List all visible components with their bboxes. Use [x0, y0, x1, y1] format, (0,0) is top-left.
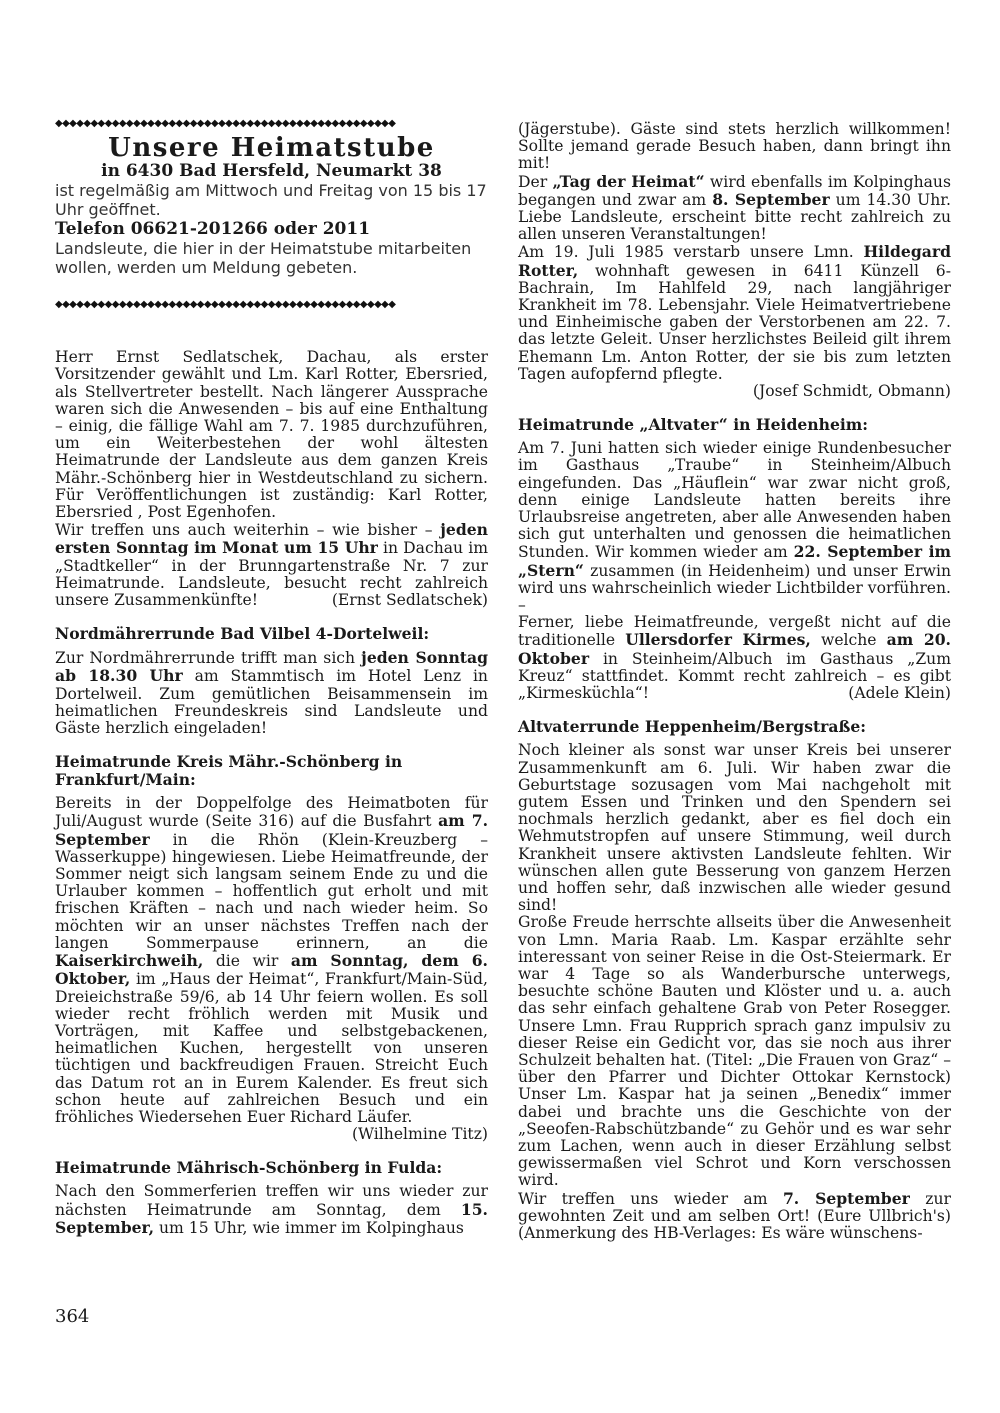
right-column — [518, 121, 951, 1242]
heimatstube-box — [55, 118, 488, 311]
section-heading: Heimatrunde Mährisch-Schönberg in Fulda: — [55, 1158, 443, 1178]
text-span: Am 19. Juli 1985 verstarb unsere Lmn. — [518, 243, 854, 262]
paragraph — [518, 173, 951, 244]
text-span: am Stammtisch im Hotel Lenz in Dortelweil. Zum gemütlichen Beisammensein im heimatlichen Freundeskreis sind Landsleute und Gäste herzlich eingeladen! — [55, 667, 488, 738]
text-span: Am 7. Juni hatten sich wieder einige Rundenbesucher im Gasthaus „Traube“ in Steinheim/Albuch eingefunden. Das „Häuflein“ war zwar nicht groß, denn einige Landsleute hatten bereits ihre Urlaubsreise angetreten, aber alle Anwesenden haben sich gut unterhalten und genossen die heimatlichen Stunden. Wir kommen wieder am — [518, 439, 951, 562]
page-number: 364 — [55, 1306, 90, 1327]
bold-span: „Tag der Heimat“ — [552, 171, 705, 191]
paragraph: Herr Ernst Sedlatschek, Dachau, als erster Vorsitzender gewählt und Lm. Karl Rotter, Ebersried, als Stellvertreter bestellt. Nach längerer Aussprache waren sich die Anwesenden – bis auf eine Enthaltung – einig, die fällige Wahl am 7. 7. 1985 durchzuführen, um ein Weiterbestehen der wohl ältesten Heimatrunde der Landsleute aus dem ganzen Kreis Mähr.-Schönberg hier in Westdeutschland zu sichern. Für Veröffentlichungen ist zuständig: Karl Rotter, Ebersried , Post Egenhofen. — [55, 348, 488, 522]
text-span: in Steinheim/Albuch im Gasthaus „Zum Kreuz“ stattfindet. Kommt recht zahlreich – es gibt „Kirmesküchla“! — [518, 649, 951, 703]
text-span: wohnhaft gewesen in 6411 Künzell 6-Bachrain, Im Hahlfeld 29, nach langjähriger Krankheit im 78. Lebensjahr. Viele Heimatvertriebene und Einheimische gaben der Verstorbenen am 22. 7. das letzte Geleit. Unser herzlichstes Beileid gilt ihrem Ehemann Lm. Anton Rotter, der sie bis zum letzten Tagen aufopfernd pflegte. — [518, 261, 951, 383]
bold-span: am 7. September — [55, 811, 488, 849]
bold-span: 22. September im „Stern“ — [518, 542, 951, 580]
bold-span: Hildegard Rotter, — [518, 242, 951, 280]
text-span: in die Rhön (Klein-Kreuzberg – Wasserkuppe) hingewiesen. Liebe Heimatfreunde, der Sommer neigt sich langsam seinem Ende zu und die Urlauber kommen – hoffentlich gut erholt und mit frischen Kräften – nach und nach wieder heim. So möchten wir an unser nächstes Treffen nach der langen Sommerpause erinnern, an die — [55, 830, 488, 952]
paragraph — [518, 440, 951, 614]
text-span: Wir treffen uns auch weiterhin – wie bisher – — [55, 521, 433, 540]
section-heading: Nordmährerrunde Bad Vilbel 4-Dortelweil: — [55, 624, 430, 644]
text-span: Bereits in der Doppelfolge des Heimatboten für Juli/August wurde (Seite 316) auf die Busfahrt — [55, 794, 488, 831]
box-phone: Telefon 06621-201266 oder 2011 — [55, 219, 371, 240]
text-span: welche — [820, 631, 877, 650]
text-span: um 14.30 Uhr. Liebe Landsleute, erscheint bitte recht zahlreich zu allen unseren Veranstaltungen! — [518, 190, 951, 244]
bold-span: Ullersdorfer Kirmes, — [625, 630, 811, 650]
paragraph — [55, 1183, 488, 1237]
text-span: in Dachau im „Stadtkeller“ in der Brunngartenstraße Nr. 7 zur Heimatrunde. Landsleute, besucht recht zahlreich unsere Zusammenkünfte! — [55, 539, 488, 610]
signature: (Ernst Sedlatschek) — [331, 591, 488, 610]
text-span: Zur Nordmährerrunde trifft man sich — [55, 649, 356, 668]
box-opening-hours: ist regelmäßig am Mittwoch und Freitag von 15 bis 17 Uhr geöffnet. — [55, 181, 487, 220]
signature: (Josef Schmidt, Obmann) — [752, 382, 951, 401]
section-heading: Heimatrunde Kreis Mähr.-Schönberg in Frankfurt/Main: — [55, 752, 403, 790]
box-title: Unsere Heimatstube — [108, 133, 435, 163]
paragraph — [518, 243, 951, 383]
text-span: zusammen (in Heidenheim) und unser Erwin wird uns wahrscheinlich wieder Lichtbilder vorführen. – — [518, 561, 952, 615]
text-span: im „Haus der Heimat“, Frankfurt/Main-Süd, Dreieichstraße 59/6, ab 14 Uhr feiern wollen. Es soll wieder recht fröhlich werden mit Musik und Vorträgen, mit Kaffee und selbstgebackenen, heimatlichen Kuchen, hergestellt von unseren tüchtigen und backfreudigen Frauen. Streicht Euch das Datum rot an in Eurem Kalender. Es freut sich schon heute auf zahlreichen Besuch und ein fröhliches Wiedersehen Euer Richard Läufer. — [55, 970, 488, 1126]
paragraph — [55, 649, 488, 737]
ornament-top: ◆◆◆◆◆◆◆◆◆◆◆◆◆◆◆◆◆◆◆◆◆◆◆◆◆◆◆◆◆◆◆◆◆◆◆◆◆◆◆◆◆◆◆◆◆◆◆◆ — [55, 118, 396, 129]
paragraph — [518, 1190, 951, 1243]
bold-span: 8. September — [712, 189, 830, 209]
text-span: wird ebenfalls im Kolpinghaus begangen und zwar am — [518, 172, 951, 209]
text-span: um 15 Uhr, wie immer im Kolpinghaus — [159, 1218, 464, 1237]
text-span: Nach den Sommerferien treffen wir uns wieder zur nächsten Heimatrunde am Sonntag, dem — [55, 1182, 488, 1219]
bold-span: 15. September, — [55, 1199, 488, 1237]
bold-span: am Sonntag, dem 6. Oktober, — [55, 951, 488, 989]
paragraph — [55, 521, 488, 609]
signature: (Wilhelmine Titz) — [351, 1125, 488, 1144]
paragraph — [518, 614, 951, 702]
paragraph: (Jägerstube). Gäste sind stets herzlich willkommen! Sollte jemand gerade Besuch haben, dann bringt ihn mit! — [518, 120, 951, 173]
paragraph: Große Freude herrschte allseits über die Anwesenheit von Lmn. Maria Raab. Lm. Kaspar erzählte sehr interessant von seiner Reise in die Ost-Steiermark. Er war 4 Tage so als Wanderbursche unterwegs, besuchte schöne Bauten und Klöster und u. a. auch das sehr einfach gehaltene Grab von Peter Rosegger. Unsere Lmn. Frau Rupprich sprach ganz impulsiv zu dieser Reise ein Gedicht vor, das sie noch aus ihrer Schulzeit behalten hat. (Titel: „Die Frauen von Graz“ – über den Pfarrer und Dichter Ottokar Kernstock) Unser Lm. Kaspar hat ja seinen „Benedix“ immer dabei und brachte uns die Geschichte von der „Seeofen-Rabschützbande“ zu Gehör und es war sehr zum Lachen, wenn auch in dieser Erzählung selbst gewissermaßen viel Schrot und Korn verschossen wird. — [518, 913, 951, 1190]
box-subtitle: in 6430 Bad Hersfeld, Neumarkt 38 — [101, 161, 442, 182]
text-span: Wir treffen uns wieder am — [518, 1189, 768, 1208]
bold-span: jeden Sonntag ab 18.30 Uhr — [55, 648, 488, 686]
bold-span: am 20. Oktober — [518, 630, 951, 668]
text-span: Der — [518, 172, 548, 191]
article-dachau — [55, 349, 488, 609]
left-column — [55, 118, 488, 1237]
paragraph: Noch kleiner als sonst war unser Kreis bei unserer Zusammenkunft am 6. Juli. Wir haben zwar die Geburtstage sozusagen vom Mai nachgeholt mit gutem Essen und Trinken und den Spendern sei nochmals herzlich gedankt, aber es fiel doch ein Wehmutstropfen auf unsere Stimmung, weil durch Krankheit unsere aktivsten Landsleute fehlten. Wir wünschen allen gute Besserung von ganzem Herzen und hoffen sehr, daß inzwischen alle wieder gesund sind! — [518, 741, 951, 915]
text-span: zur gewohnten Zeit und am selben Ort! (Eure Ullbrich's) (Anmerkung des HB-Verlages: Es wäre wünschens- — [518, 1189, 951, 1242]
bold-span: 7. September — [782, 1188, 910, 1208]
section-heading: Heimatrunde „Altvater“ in Heidenheim: — [518, 415, 869, 435]
bold-span: Kaiserkirchweih, — [55, 951, 204, 971]
ornament-bottom: ◆◆◆◆◆◆◆◆◆◆◆◆◆◆◆◆◆◆◆◆◆◆◆◆◆◆◆◆◆◆◆◆◆◆◆◆◆◆◆◆◆◆◆◆◆◆◆◆ — [55, 299, 396, 311]
text-span: die wir — [215, 952, 279, 971]
bold-span: jeden ersten Sonntag im Monat um 15 Uhr — [55, 520, 488, 558]
signature: (Adele Klein) — [848, 684, 951, 703]
box-call-text: Landsleute, die hier in der Heimatstube mitarbeiten wollen, werden um Meldung gebeten. — [55, 239, 472, 278]
text-span: Ferner, liebe Heimatfreunde, vergeßt nicht auf die traditionelle — [518, 613, 951, 650]
paragraph — [55, 795, 488, 1143]
section-heading: Altvaterrunde Heppenheim/Bergstraße: — [518, 717, 867, 737]
